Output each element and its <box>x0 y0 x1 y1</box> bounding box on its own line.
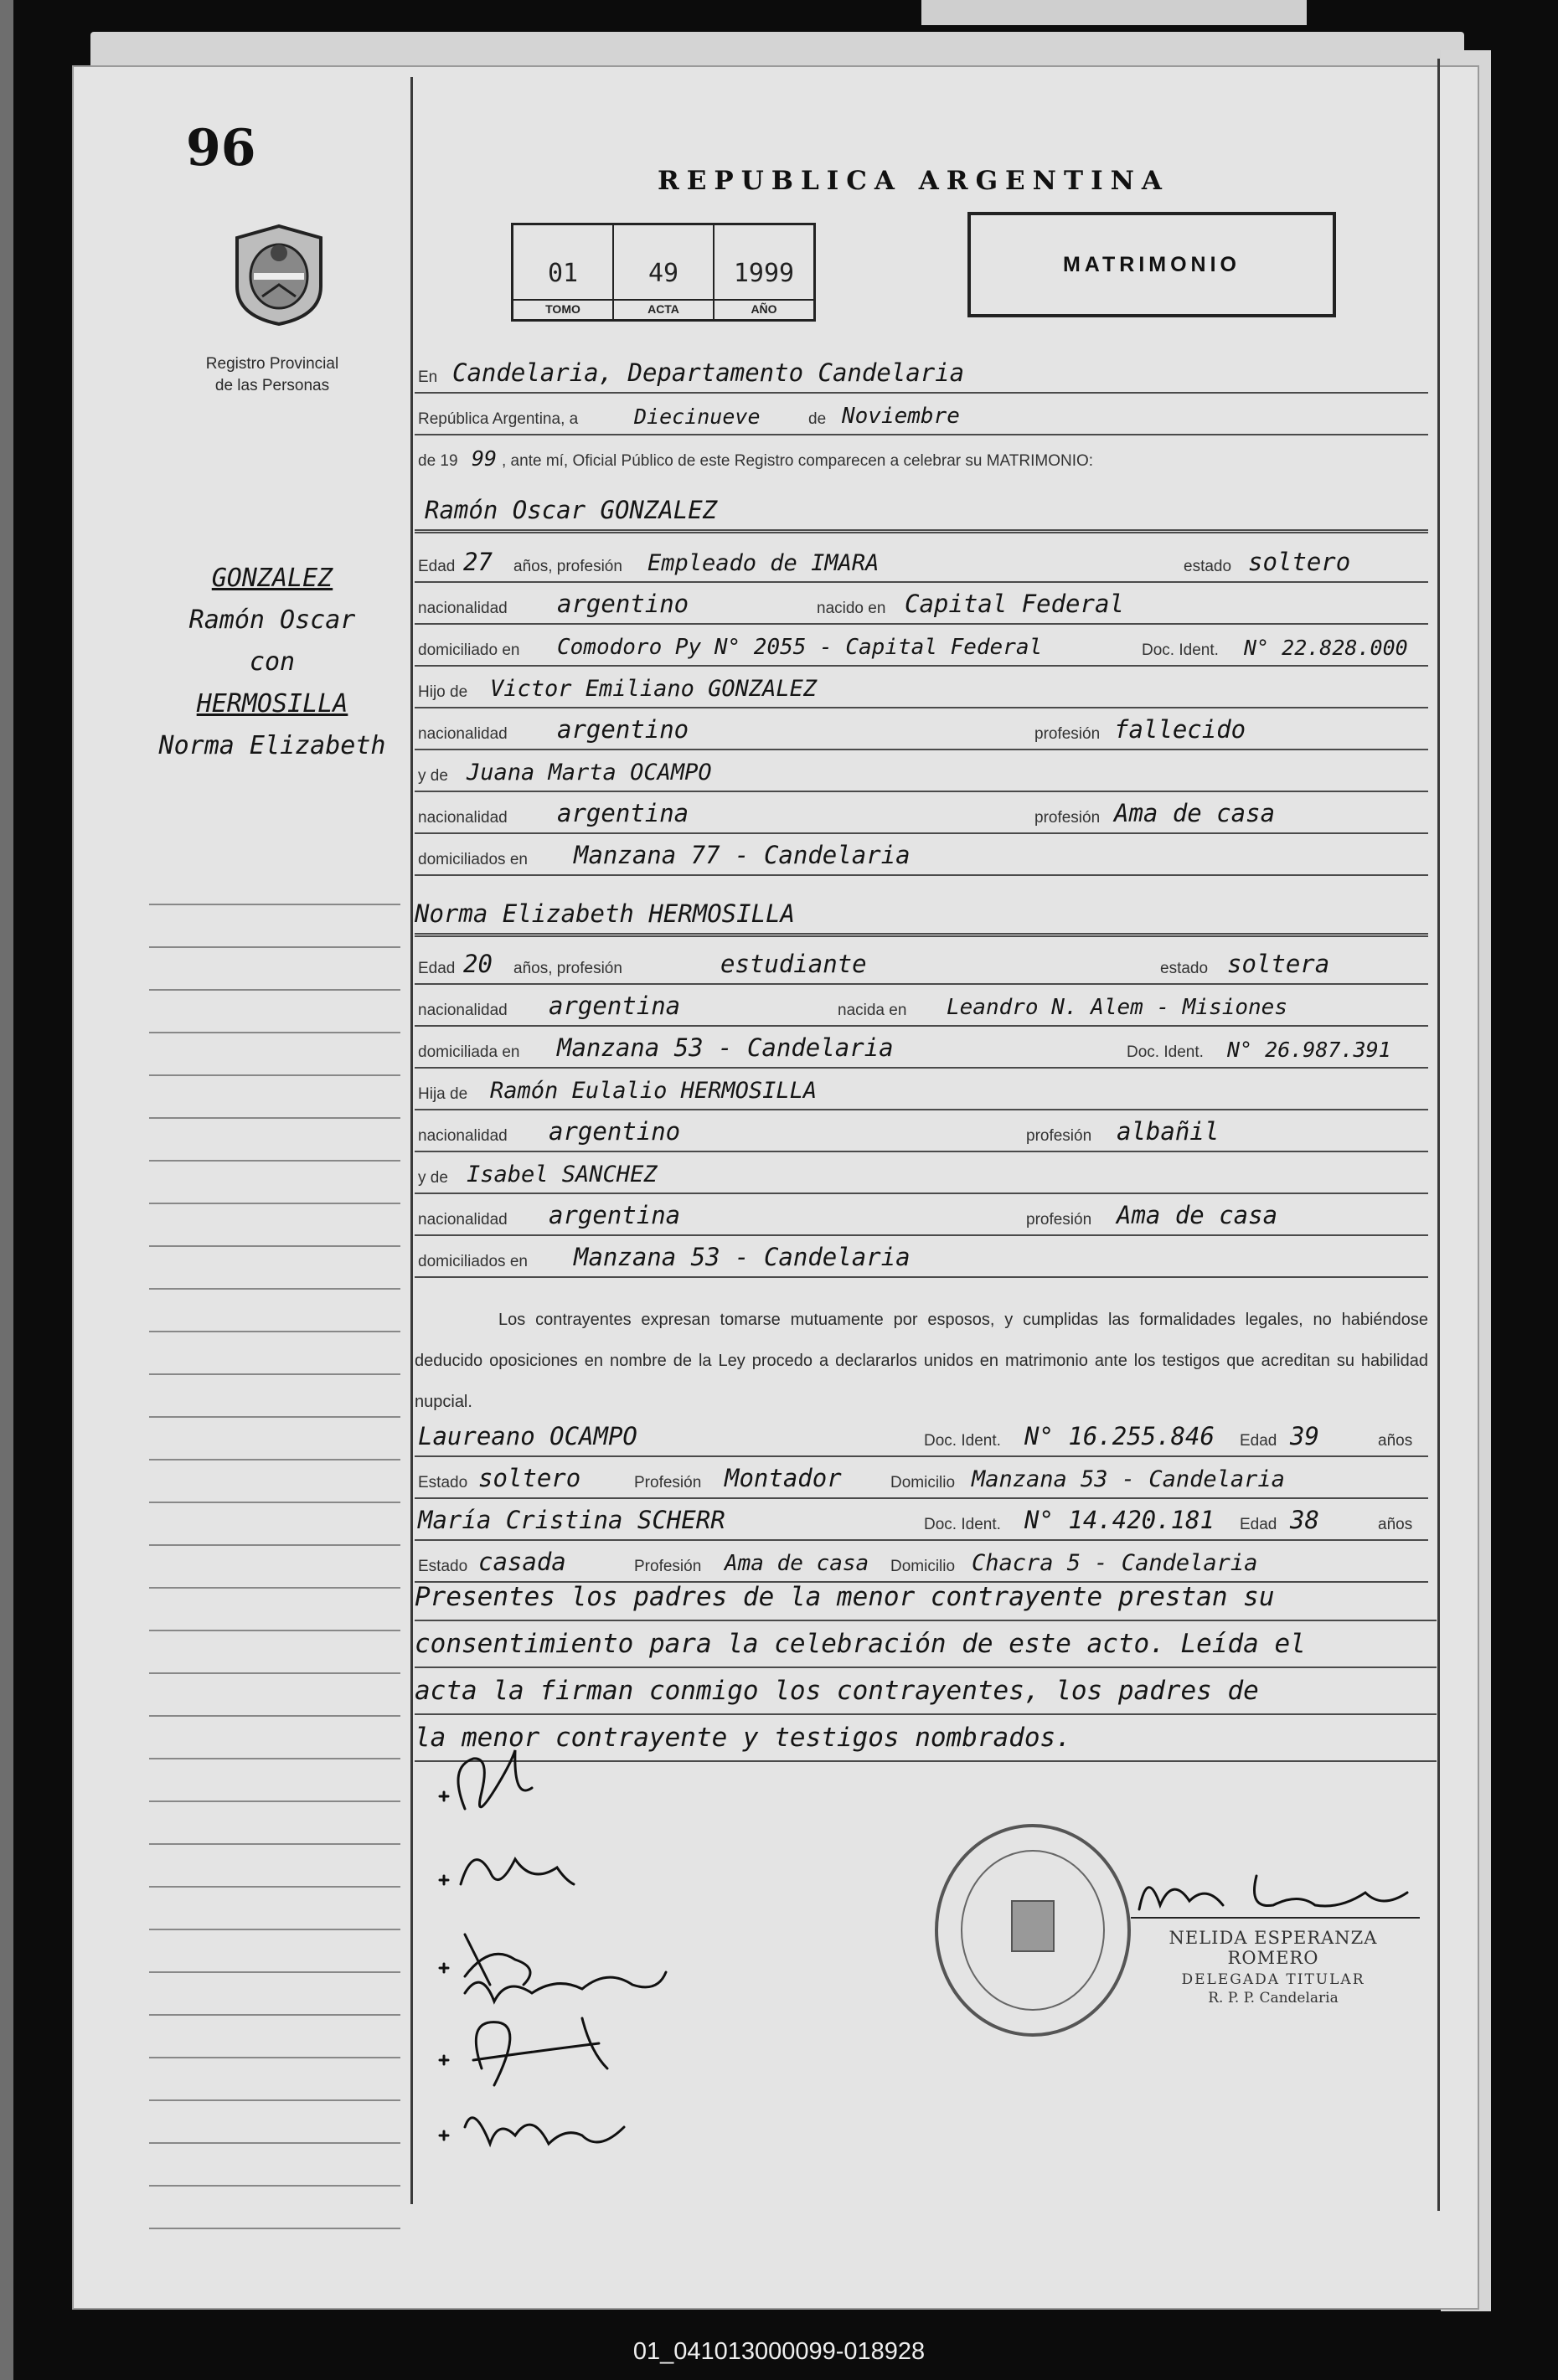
bride-name-line <box>415 894 1428 937</box>
groom-name-line <box>415 491 1428 533</box>
bride-line-2 <box>415 987 1428 1027</box>
officer-office: R. P. P. Candelaria <box>1208 1990 1339 2007</box>
witness2-anos-label: años <box>1378 1516 1413 1533</box>
observation-line-3: acta la firman conmigo los contrayentes, los padres de <box>415 1668 1437 1715</box>
officer-name: NELIDA ESPERANZA ROMERO <box>1168 1928 1378 1968</box>
groom-line-4 <box>415 668 1428 708</box>
registry-line-1: Registro Provincial <box>205 355 339 373</box>
registry-line-2: de las Personas <box>214 377 330 394</box>
bride-father: Ramón Eulalio HERMOSILLA <box>490 1078 818 1104</box>
book-spine <box>0 0 13 2380</box>
groom-doc-label: Doc. Ident. <box>1142 641 1219 659</box>
groom-name: Ramón Oscar GONZALEZ <box>425 496 718 524</box>
bride-hija-label: Hija de <box>418 1085 468 1103</box>
bride-parents-address: Manzana 53 - Candelaria <box>574 1243 911 1271</box>
intro-de-label: de <box>808 410 827 428</box>
margin-names <box>134 558 410 767</box>
groom-mother-prof: Ama de casa <box>1114 799 1276 827</box>
ano-label: AÑO <box>715 299 813 316</box>
acta-value: 49 <box>647 259 679 288</box>
groom-profession: Empleado de IMARA <box>647 550 880 576</box>
left-margin-rule <box>410 77 413 2204</box>
witness1-profession: Montador <box>725 1464 842 1492</box>
register-box <box>511 223 816 322</box>
groom-line-5 <box>415 710 1428 750</box>
witness2-status: casada <box>478 1548 566 1576</box>
bride-nacida-label: nacida en <box>838 1002 907 1019</box>
observation-line-2: consentimiento para la celebración de este acto. Leída el <box>415 1621 1437 1668</box>
groom-dom-label: domiciliado en <box>418 641 520 659</box>
ano-value: 1999 <box>733 259 795 288</box>
ano-cell <box>715 225 813 319</box>
right-margin-rule <box>1437 59 1440 2211</box>
bride-age: 20 <box>463 950 493 978</box>
acta-cell <box>614 225 715 319</box>
witness1-estado-label: Estado <box>418 1474 468 1491</box>
witness1-doc: N° 16.255.846 <box>1024 1422 1215 1450</box>
officer-signature <box>1122 1859 1424 1926</box>
witness1-line-2 <box>415 1459 1428 1499</box>
groom-anos-prof-label: años, profesión <box>513 558 622 575</box>
intro-day: Diecinueve <box>634 404 761 429</box>
margin-bride-surname: HERMOSILLA <box>196 689 348 719</box>
bride-father-prof: albañil <box>1117 1117 1220 1146</box>
witness1-dom-label: Domicilio <box>890 1474 956 1491</box>
witness1-status: soltero <box>478 1464 581 1492</box>
bride-line-6 <box>415 1154 1428 1194</box>
bride-line-7 <box>415 1196 1428 1236</box>
witness1-name: Laureano OCAMPO <box>418 1422 637 1450</box>
margin-bride-given: Norma Elizabeth <box>158 731 386 760</box>
groom-nac-label: nacionalidad <box>418 600 508 617</box>
bride-doc: N° 26.987.391 <box>1227 1038 1391 1062</box>
tomo-value: 01 <box>547 259 579 288</box>
bride-doc-label: Doc. Ident. <box>1127 1043 1204 1061</box>
groom-doms-label: domiciliados en <box>418 851 528 868</box>
back-page-strip <box>921 0 1307 25</box>
bride-doms-label: domiciliados en <box>418 1253 528 1270</box>
bride-line-8 <box>415 1238 1428 1278</box>
groom-f-prof-label: profesión <box>1034 725 1101 743</box>
page-number: 96 <box>186 119 256 178</box>
groom-nacido-label: nacido en <box>817 600 886 617</box>
tomo-label: TOMO <box>513 299 612 316</box>
groom-age: 27 <box>463 548 493 576</box>
groom-father-nat: argentino <box>557 715 689 744</box>
country-heading: REPUBLICA ARGENTINA <box>658 166 1169 196</box>
margin-groom-given: Ramón Oscar <box>188 605 356 635</box>
groom-doc: N° 22.828.000 <box>1244 636 1408 660</box>
intro-month: Noviembre <box>842 404 960 429</box>
bride-anos-prof-label: años, profesión <box>513 960 622 977</box>
witness2-doc-label: Doc. Ident. <box>924 1516 1001 1533</box>
witness1-address: Manzana 53 - Candelaria <box>972 1466 1285 1492</box>
groom-yde-label: y de <box>418 767 448 785</box>
groom-mother-nat: argentina <box>557 799 689 827</box>
bride-father-nat: argentino <box>549 1117 681 1146</box>
witness1-doc-label: Doc. Ident. <box>924 1432 1001 1450</box>
witness1-age: 39 <box>1290 1422 1319 1450</box>
intro-line-3 <box>415 437 1428 476</box>
bride-line-4 <box>415 1070 1428 1110</box>
record-type: MATRIMONIO <box>967 212 1336 317</box>
bride-estado-label: estado <box>1160 960 1209 977</box>
groom-line-6 <box>415 752 1428 792</box>
groom-line-7 <box>415 794 1428 834</box>
witness1-prof-label: Profesión <box>634 1474 702 1491</box>
groom-parents-address: Manzana 77 - Candelaria <box>574 841 911 869</box>
groom-m-nac-label: nacionalidad <box>418 809 508 827</box>
officer-block <box>1122 1928 1424 2007</box>
intro-year-suffix: 99 <box>472 446 498 471</box>
bride-line-5 <box>415 1112 1428 1152</box>
margin-groom-surname: GONZALEZ <box>211 564 333 593</box>
witness2-profession: Ama de casa <box>725 1551 869 1576</box>
observation-line-1: Presentes los padres de la menor contrayente prestan su <box>415 1574 1437 1621</box>
footer-id: 01_041013000099-018928 <box>632 2338 926 2365</box>
bride-f-nac-label: nacionalidad <box>418 1127 508 1145</box>
groom-birthplace: Capital Federal <box>905 590 1124 618</box>
bride-m-nac-label: nacionalidad <box>418 1211 508 1229</box>
witness2-address: Chacra 5 - Candelaria <box>972 1550 1258 1576</box>
groom-mother: Juana Marta OCAMPO <box>467 760 712 786</box>
witness2-estado-label: Estado <box>418 1558 468 1575</box>
witness2-line-1 <box>415 1501 1428 1541</box>
bride-nac-label: nacionalidad <box>418 1002 508 1019</box>
bride-edad-label: Edad <box>418 960 456 977</box>
margin-lines <box>149 863 400 2229</box>
intro-republic-label: República Argentina, a <box>418 410 579 428</box>
witness2-name: María Cristina SCHERR <box>418 1506 725 1534</box>
witness2-edad-label: Edad <box>1240 1516 1277 1533</box>
coat-of-arms-icon <box>229 219 329 328</box>
groom-estado-label: estado <box>1184 558 1232 575</box>
witness2-prof-label: Profesión <box>634 1558 702 1575</box>
tomo-cell <box>513 225 614 319</box>
groom-line-8 <box>415 836 1428 876</box>
groom-father-prof: fallecido <box>1114 715 1246 744</box>
bride-yde-label: y de <box>418 1169 448 1187</box>
witness1-anos-label: años <box>1378 1432 1413 1450</box>
witness2-dom-label: Domicilio <box>890 1558 956 1575</box>
groom-line-2 <box>415 585 1428 625</box>
observation-line-4: la menor contrayente y testigos nombrados. <box>415 1715 1437 1762</box>
intro-year-prefix: de 19 <box>418 452 458 470</box>
intro-line-1 <box>415 353 1428 394</box>
groom-status: soltero <box>1248 548 1351 576</box>
groom-father: Victor Emiliano GONZALEZ <box>490 676 818 702</box>
groom-address: Comodoro Py N° 2055 - Capital Federal <box>557 635 1043 660</box>
party-signatures <box>415 1733 766 2202</box>
bride-status: soltera <box>1227 950 1330 978</box>
declaration-text: Los contrayentes expresan tomarse mutuamente por esposos, y cumplidas las formalidades legales, no habiéndose deducido oposiciones en nombre de la Ley procedo a declararlos unidos en matrimonio ante los testigos que acreditan su habilidad nupcial. <box>415 1311 1428 1411</box>
groom-line-3 <box>415 626 1428 667</box>
intro-en-label: En <box>418 368 438 386</box>
officer-title: DELEGADA TITULAR <box>1181 1971 1365 1988</box>
bride-f-prof-label: profesión <box>1026 1127 1092 1145</box>
groom-edad-label: Edad <box>418 558 456 575</box>
bride-name: Norma Elizabeth HERMOSILLA <box>415 899 795 928</box>
intro-appear-text: , ante mí, Oficial Público de este Registro comparecen a celebrar su MATRIMONIO: <box>502 452 1094 470</box>
intro-place: Candelaria, Departamento Candelaria <box>452 358 965 387</box>
official-seal-icon <box>928 1817 1138 2043</box>
witness2-age: 38 <box>1290 1506 1319 1534</box>
bride-birthplace: Leandro N. Alem - Misiones <box>947 995 1287 1020</box>
groom-line-1 <box>415 543 1428 583</box>
bride-address: Manzana 53 - Candelaria <box>557 1033 894 1062</box>
witness1-edad-label: Edad <box>1240 1432 1277 1450</box>
groom-f-nac-label: nacionalidad <box>418 725 508 743</box>
bride-nationality: argentina <box>549 992 681 1020</box>
bride-mother-nat: argentina <box>549 1201 681 1229</box>
bride-mother-prof: Ama de casa <box>1117 1201 1278 1229</box>
registry-office <box>159 353 385 397</box>
intro-line-2 <box>415 395 1428 435</box>
groom-m-prof-label: profesión <box>1034 809 1101 827</box>
bride-line-3 <box>415 1028 1428 1069</box>
margin-con: con <box>249 647 296 677</box>
witness1-line-1 <box>415 1417 1428 1457</box>
bride-m-prof-label: profesión <box>1026 1211 1092 1229</box>
acta-label: ACTA <box>614 299 713 316</box>
bride-mother: Isabel SANCHEZ <box>467 1162 658 1187</box>
bride-dom-label: domiciliada en <box>418 1043 520 1061</box>
bride-profession: estudiante <box>720 950 867 978</box>
groom-hijo-label: Hijo de <box>418 683 468 701</box>
groom-nationality: argentino <box>557 590 689 618</box>
bride-line-1 <box>415 945 1428 985</box>
witness2-doc: N° 14.420.181 <box>1024 1506 1215 1534</box>
